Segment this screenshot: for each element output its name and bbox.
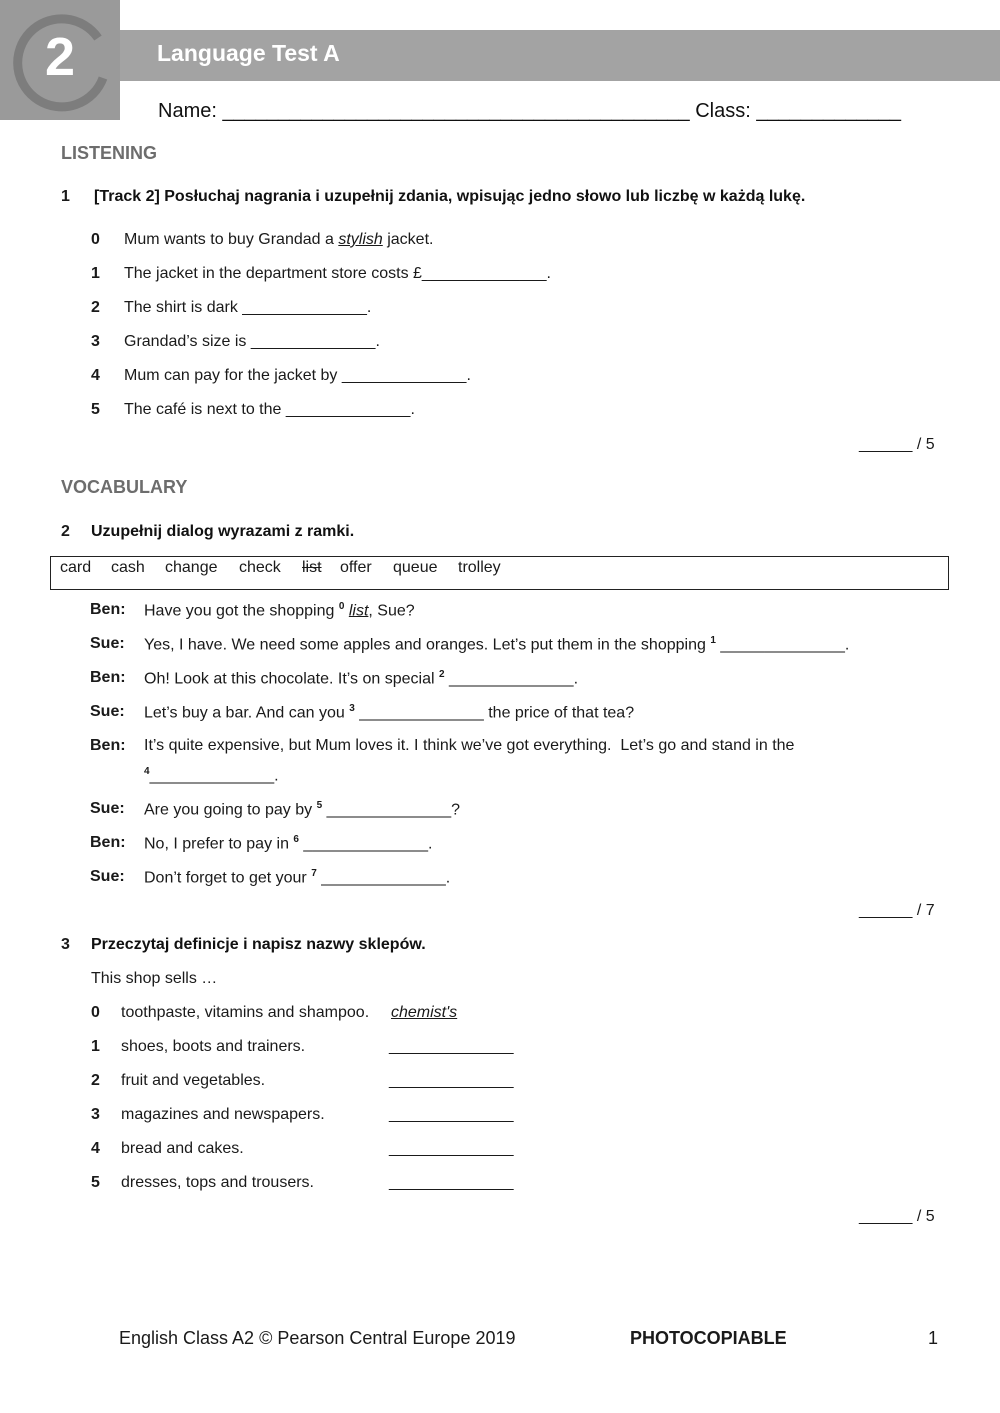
speaker-label: Ben:	[90, 834, 126, 851]
dialog-line[interactable]: No, I prefer to pay in $^6$ ______________.	[144, 834, 433, 853]
list-item[interactable]: The café is next to the ______________.	[124, 401, 415, 418]
list-item: magazines and newspapers.	[121, 1106, 325, 1123]
word-box-item: trolley	[458, 559, 501, 576]
dialog-line-continuation[interactable]: $^4$______________.	[144, 766, 279, 785]
score-field[interactable]: ______ / 5	[859, 436, 935, 453]
answer-blank[interactable]: ______________	[389, 1038, 514, 1055]
list-item[interactable]: Mum can pay for the jacket by ______________.	[124, 367, 471, 384]
exercise-instruction: Uzupełnij dialog wyrazami z ramki.	[91, 523, 355, 540]
exercise-number: 1	[61, 188, 70, 205]
list-item[interactable]: The shirt is dark ______________.	[124, 299, 372, 316]
list-item: dresses, tops and trousers.	[121, 1174, 314, 1191]
speaker-label: Sue:	[90, 800, 125, 817]
name-label: Name:	[158, 100, 217, 122]
item-number: 0	[91, 1004, 100, 1021]
listening-heading: LISTENING	[61, 143, 158, 163]
list-item: bread and cakes.	[121, 1140, 244, 1157]
item-number: 2	[91, 299, 100, 316]
page-title: Language Test A	[157, 40, 340, 66]
item-number: 3	[91, 333, 100, 350]
footer-copyright: English Class A2 © Pearson Central Europe 2019	[119, 1328, 516, 1348]
example-answer: stylish	[338, 231, 383, 248]
list-item: toothpaste, vitamins and shampoo.	[121, 1004, 370, 1021]
dialog-line[interactable]: Let’s buy a bar. And can you $^3$ ______________ the price of that tea?	[144, 703, 635, 722]
item-number: 4	[91, 367, 100, 384]
exercise-lead: This shop sells …	[91, 970, 218, 987]
answer-blank[interactable]: ______________	[389, 1072, 514, 1089]
word-box-item: cash	[111, 559, 145, 576]
list-item[interactable]: Grandad’s size is ______________.	[124, 333, 380, 350]
answer-blank[interactable]: ______________	[389, 1174, 514, 1191]
class-field[interactable]: _____________	[756, 100, 901, 122]
speaker-label: Sue:	[90, 868, 125, 885]
dialog-line[interactable]: Yes, I have. We need some apples and oranges. Let’s put them in the shopping $^1$ ______________.	[144, 635, 850, 654]
speaker-label: Ben:	[90, 737, 126, 754]
item-number: 5	[91, 401, 100, 418]
example-answer: chemist's	[391, 1004, 458, 1021]
item-number: 0	[91, 231, 100, 248]
dialog-line[interactable]: Oh! Look at this chocolate. It’s on special $^2$ ______________.	[144, 669, 579, 688]
score-field[interactable]: ______ / 5	[859, 1208, 935, 1225]
speaker-label: Sue:	[90, 635, 125, 652]
list-item[interactable]: The jacket in the department store costs £______________.	[124, 265, 551, 282]
answer-blank[interactable]: ______________	[389, 1140, 514, 1157]
item-number: 2	[91, 1072, 100, 1089]
speaker-label: Ben:	[90, 669, 126, 686]
dialog-line: Have you got the shopping $^0$ list, Sue?	[144, 601, 415, 620]
word-box-item: card	[60, 559, 92, 576]
footer-photocopiable: PHOTOCOPIABLE	[630, 1328, 787, 1348]
list-item: Mum wants to buy Grandad a stylish jacket.	[124, 231, 434, 248]
exercise-instruction: [Track 2] Posłuchaj nagrania i uzupełnij zdania, wpisując jedno słowo lub liczbę w każdą lukę.	[94, 188, 806, 205]
dialog-line[interactable]: Don’t forget to get your $^7$ ______________.	[144, 868, 451, 887]
list-item: fruit and vegetables.	[121, 1072, 266, 1089]
item-number: 1	[91, 1038, 100, 1055]
class-label: Class:	[695, 100, 751, 122]
item-number: 1	[91, 265, 100, 282]
dialog-line: It’s quite expensive, but Mum loves it. I think we’ve got everything. Let’s go and stand in the	[144, 737, 795, 754]
word-box-item: queue	[393, 559, 438, 576]
item-number: 3	[91, 1106, 100, 1123]
dialog-line[interactable]: Are you going to pay by $^5$ ______________?	[144, 800, 461, 819]
page-number: 1	[928, 1328, 939, 1348]
word-box-item: check	[239, 559, 281, 576]
word-box-item: offer	[340, 559, 372, 576]
name-class-line	[158, 100, 901, 123]
exercise-number: 3	[61, 936, 70, 953]
speaker-label: Ben:	[90, 601, 126, 618]
item-number: 5	[91, 1174, 100, 1191]
example-answer: list	[348, 602, 369, 620]
list-item: shoes, boots and trainers.	[121, 1038, 306, 1055]
exercise-number: 2	[61, 523, 70, 540]
word-box-item: change	[165, 559, 218, 576]
vocabulary-heading: VOCABULARY	[61, 477, 188, 497]
name-field[interactable]: __________________________________________	[222, 100, 690, 122]
unit-number: 2	[44, 27, 76, 87]
exercise-instruction: Przeczytaj definicje i napisz nazwy sklepów.	[91, 936, 426, 953]
answer-blank[interactable]: ______________	[389, 1106, 514, 1123]
speaker-label: Sue:	[90, 703, 125, 720]
unit-badge	[0, 0, 120, 120]
word-box-item-used: list	[302, 559, 322, 576]
item-number: 4	[91, 1140, 100, 1157]
score-field[interactable]: ______ / 7	[859, 902, 935, 919]
